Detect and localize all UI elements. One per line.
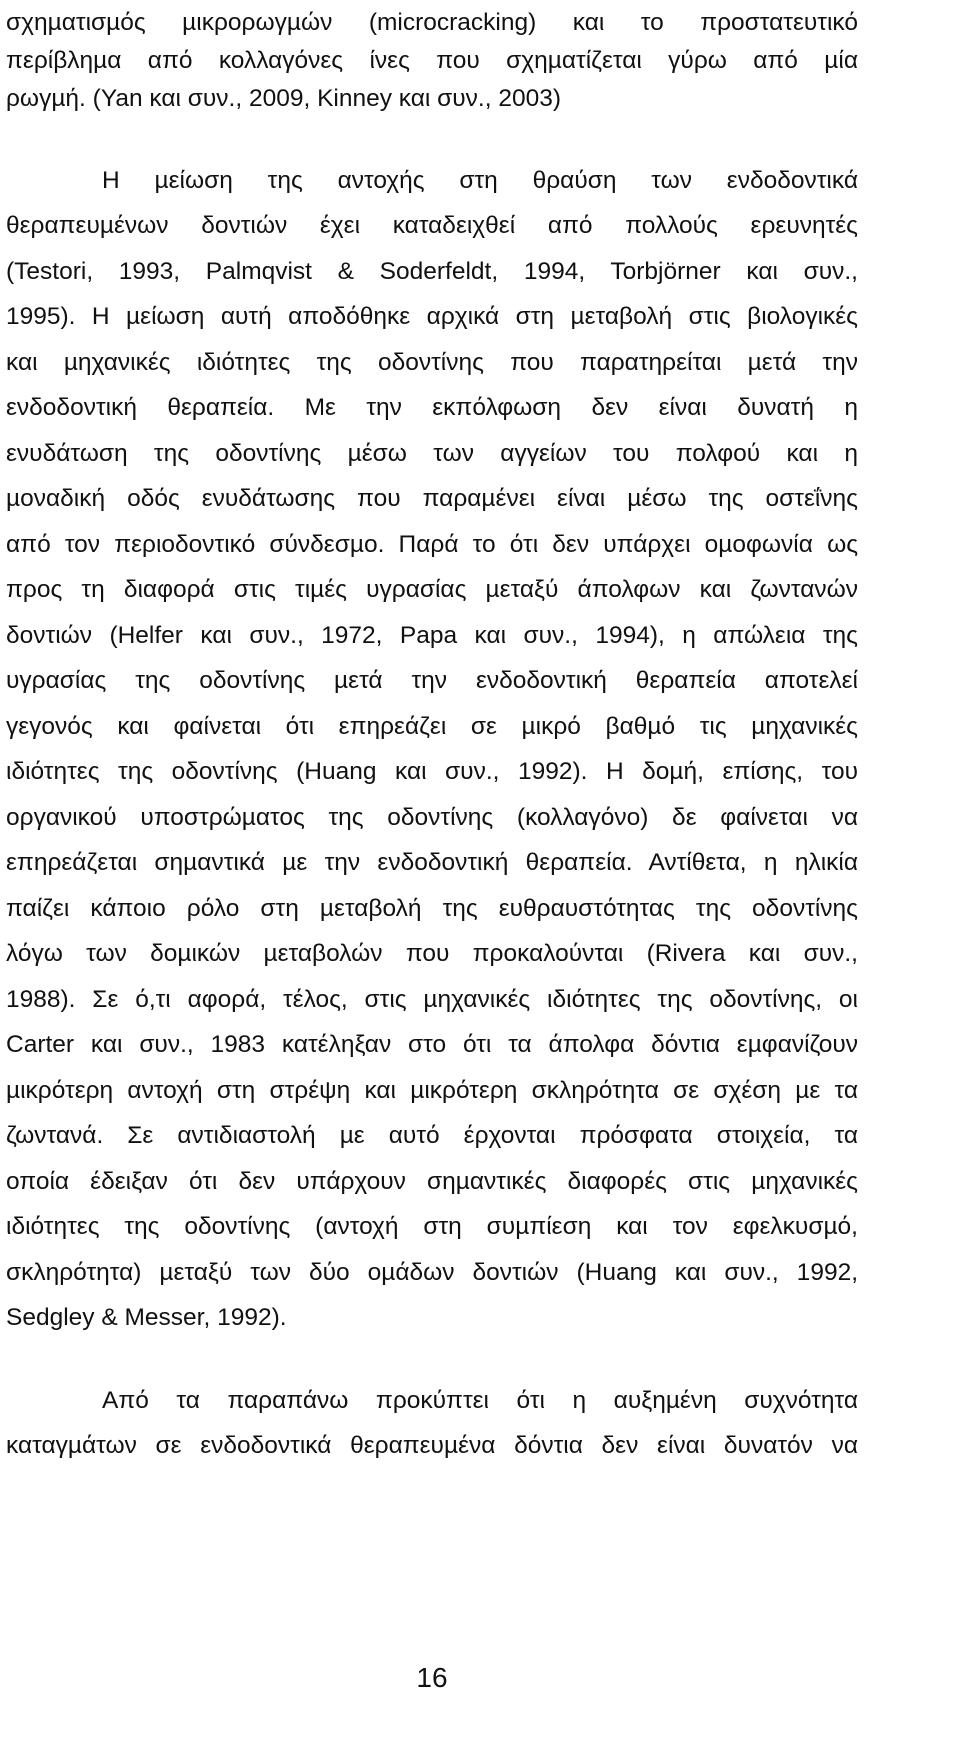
paragraph-first-line: Η µείωση της αντοχής στη θραύση των ενδοδοντικά bbox=[102, 167, 858, 194]
text-line: (Testori, 1993, Palmqvist & Soderfeldt, 1994, Torbjörner και συν., bbox=[6, 258, 858, 285]
text-line: ιδιότητες της οδοντίνης (Huang και συν., 1992). Η δοµή, επίσης, του bbox=[6, 758, 858, 785]
text-line: οποία έδειξαν ότι δεν υπάρχουν σηµαντικές διαφορές στις µηχανικές bbox=[6, 1168, 858, 1195]
document-page bbox=[6, 0, 858, 1743]
text-line: επηρεάζεται σηµαντικά µε την ενδοδοντική θεραπεία. Αντίθετα, η ηλικία bbox=[6, 849, 858, 876]
text-line: 1995). Η µείωση αυτή αποδόθηκε αρχικά στη µεταβολή στις βιολογικές bbox=[6, 303, 858, 330]
paragraph-first-line: Από τα παραπάνω προκύπτει ότι η αυξηµένη συχνότητα bbox=[102, 1387, 858, 1414]
text-line: ζωντανά. Σε αντιδιαστολή µε αυτό έρχονται πρόσφατα στοιχεία, τα bbox=[6, 1122, 858, 1149]
text-line: υγρασίας της οδοντίνης µετά την ενδοδοντική θεραπεία αποτελεί bbox=[6, 667, 858, 694]
text-line: θεραπευµένων δοντιών έχει καταδειχθεί από πολλούς ερευνητές bbox=[6, 212, 858, 239]
text-line: ιδιότητες της οδοντίνης (αντοχή στη συµπίεση και τον εφελκυσµό, bbox=[6, 1213, 858, 1240]
text-line: ενδοδοντική θεραπεία. Με την εκπόλφωση δεν είναι δυνατή η bbox=[6, 394, 858, 421]
text-line: προς τη διαφορά στις τιµές υγρασίας µεταξύ άπολφων και ζωντανών bbox=[6, 576, 858, 603]
page-number: 16 bbox=[416, 1662, 448, 1693]
text-line: λόγω των δοµικών µεταβολών που προκαλούνται (Rivera και συν., bbox=[6, 940, 858, 967]
text-line: περίβληµα από κολλαγόνες ίνες που σχηµατίζεται γύρω από µία bbox=[6, 47, 858, 74]
text-line: Carter και συν., 1983 κατέληξαν στο ότι τα άπολφα δόντια εµφανίζουν bbox=[6, 1031, 858, 1058]
text-line: 1988). Σε ό,τι αφορά, τέλος, στις µηχανικές ιδιότητες της οδοντίνης, οι bbox=[6, 986, 858, 1013]
text-line: δοντιών (Helfer και συν., 1972, Papa και συν., 1994), η απώλεια της bbox=[6, 622, 858, 649]
text-line: οργανικού υποστρώµατος της οδοντίνης (κολλαγόνο) δε φαίνεται να bbox=[6, 804, 858, 831]
text-line: σκληρότητα) µεταξύ των δύο οµάδων δοντιών (Huang και συν., 1992, bbox=[6, 1259, 858, 1286]
text-line: από τον περιοδοντικό σύνδεσµο. Παρά το ότι δεν υπάρχει οµοφωνία ως bbox=[6, 531, 858, 558]
text-line: και µηχανικές ιδιότητες της οδοντίνης που παρατηρείται µετά την bbox=[6, 349, 858, 376]
text-line: ρωγµή. (Yan και συν., 2009, Kinney και συν., 2003) bbox=[6, 85, 562, 112]
text-line: παίζει κάποιο ρόλο στη µεταβολή της ευθραυστότητας της οδοντίνης bbox=[6, 895, 858, 922]
text-line: Sedgley & Messer, 1992). bbox=[6, 1304, 287, 1331]
text-line: γεγονός και φαίνεται ότι επηρεάζει σε µικρό βαθµό τις µηχανικές bbox=[6, 713, 858, 740]
text-line: καταγµάτων σε ενδοδοντικά θεραπευµένα δόντια δεν είναι δυνατόν να bbox=[6, 1432, 858, 1459]
text-line: σχηµατισµός µικρορωγµών (microcracking) και το προστατευτικό bbox=[6, 9, 858, 36]
text-line: ενυδάτωση της οδοντίνης µέσω των αγγείων του πολφού και η bbox=[6, 440, 858, 467]
text-line: µοναδική οδός ενυδάτωσης που παραµένει είναι µέσω της οστεΐνης bbox=[6, 485, 858, 512]
text-line: µικρότερη αντοχή στη στρέψη και µικρότερη σκληρότητα σε σχέση µε τα bbox=[6, 1077, 858, 1104]
